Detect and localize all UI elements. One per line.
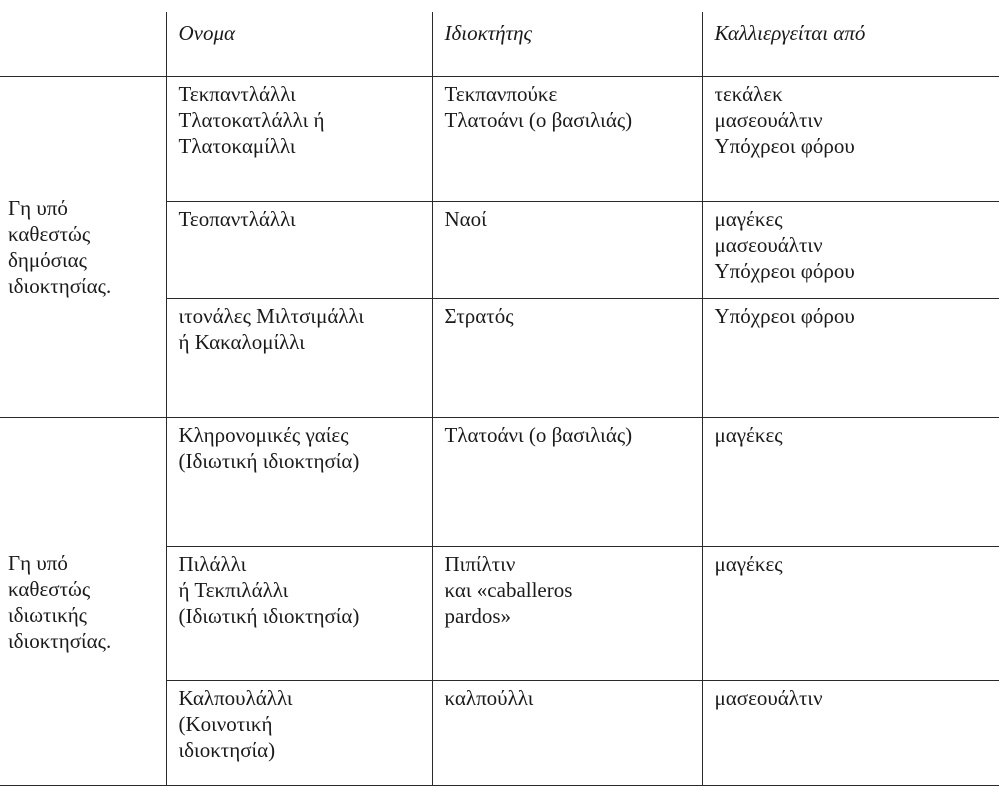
cell-line: Στρατός <box>444 304 514 328</box>
cell-name <box>166 681 432 786</box>
cell-line: Τλατοάνι (ο βασιλιάς) <box>444 108 633 132</box>
cell-owner <box>432 77 702 202</box>
cell-cultivated-by <box>702 547 999 681</box>
group-label-line: καθεστώς <box>8 222 91 246</box>
header-cultivated-by: Καλλιεργείται από <box>702 12 999 77</box>
group-label-line: δημόσιας <box>8 248 87 272</box>
cell-line: Τλατοκαμίλλι <box>178 134 296 158</box>
cell-owner <box>432 299 702 418</box>
cell-line: ή Τεκπιλάλλι <box>178 578 289 602</box>
cell-line: (Ιδιωτική ιδιοκτησία) <box>178 604 360 628</box>
group-label-line: ιδιοκτησίας. <box>8 628 112 653</box>
group-label-line: Γη υπό <box>8 550 68 575</box>
cell-line: μαγέκες <box>714 552 783 576</box>
cell-name <box>166 202 432 299</box>
cell-line: (Ιδιωτική ιδιοκτησία) <box>178 449 360 473</box>
group-label-public <box>0 77 166 418</box>
group-label-line: ιδιοκτησίας. <box>8 274 112 298</box>
cell-line: Υπόχρεοι φόρου <box>714 304 855 328</box>
header-owner: Ιδιοκτήτης <box>432 12 702 77</box>
cell-cultivated-by <box>702 77 999 202</box>
header-name: Ονομα <box>166 12 432 77</box>
cell-name <box>166 418 432 547</box>
cell-line: Τλατοκατλάλλι ή <box>178 108 325 132</box>
cell-cultivated-by <box>702 418 999 547</box>
cell-name <box>166 77 432 202</box>
cell-line: μαγέκες <box>714 423 783 447</box>
cell-line: Τεκπανπούκε <box>444 82 558 106</box>
cell-name <box>166 547 432 681</box>
cell-cultivated-by <box>702 202 999 299</box>
cell-owner <box>432 547 702 681</box>
cell-line: pardos» <box>444 604 511 628</box>
table-row <box>0 77 999 202</box>
cell-line: Πιλάλλι <box>178 552 247 576</box>
cell-line: ιτονάλες Μιλτσιμάλλι <box>178 304 365 328</box>
cell-line: Πιπίλτιν <box>444 552 516 576</box>
cell-line: ή Κακαλομίλλι <box>178 330 305 354</box>
cell-line: Καλπουλάλλι <box>178 686 293 710</box>
land-ownership-table <box>0 12 999 786</box>
cell-line: μασεουάλτιν <box>714 686 823 710</box>
cell-line: και «caballeros <box>444 578 573 602</box>
cell-line: μασεουάλτιν <box>714 233 823 257</box>
group-label-line: Γη υπό <box>8 196 68 220</box>
cell-line: Ναοί <box>444 207 487 231</box>
cell-line: Υπόχρεοι φόρου <box>714 259 855 283</box>
cell-owner <box>432 202 702 299</box>
cell-line: (Κοινοτική <box>178 712 273 736</box>
cell-line: μαγέκες <box>714 207 783 231</box>
cell-cultivated-by <box>702 681 999 786</box>
cell-owner <box>432 418 702 547</box>
cell-cultivated-by <box>702 299 999 418</box>
cell-line: μασεουάλτιν <box>714 108 823 132</box>
header-empty <box>0 12 166 77</box>
cell-line: Τεκπαντλάλλι <box>178 82 296 106</box>
header-row <box>0 12 999 77</box>
cell-line: Υπόχρεοι φόρου <box>714 134 855 158</box>
cell-owner <box>432 681 702 786</box>
cell-line: Τεοπαντλάλλι <box>178 207 296 231</box>
cell-line: καλπούλλι <box>444 686 534 710</box>
cell-line: ιδιοκτησία) <box>178 738 276 762</box>
cell-line: Κληρονομικές γαίες <box>178 423 349 447</box>
cell-line: τεκάλεκ <box>714 82 783 106</box>
cell-line: Τλατοάνι (ο βασιλιάς) <box>444 423 633 447</box>
table-row <box>0 418 999 547</box>
group-label-private <box>0 418 166 786</box>
group-label-line: ιδιωτικής <box>8 602 87 627</box>
group-label-line: καθεστώς <box>8 576 91 601</box>
cell-name <box>166 299 432 418</box>
